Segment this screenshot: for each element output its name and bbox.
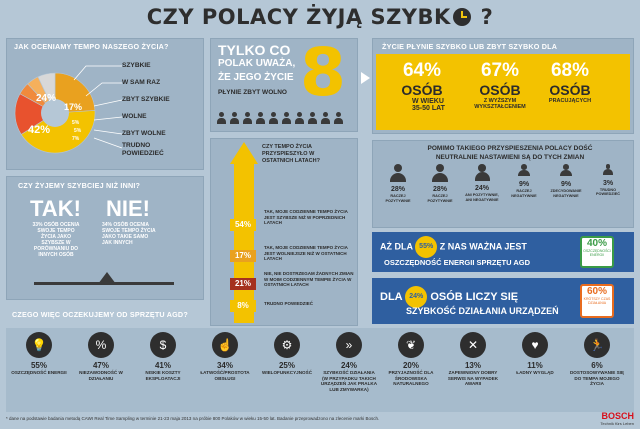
- zmiany-pct: 3%: [602, 179, 614, 187]
- przyspieszylo-text: TRUDNO POWIEDZIEĆ: [264, 301, 313, 306]
- heart-icon: ♥: [522, 332, 548, 358]
- agd-item: [380, 332, 442, 387]
- tylko-line4: PŁYNIE ZBYT WOLNO: [218, 89, 287, 96]
- przyspieszylo-pct: 21%: [230, 278, 256, 290]
- agd-label: PRZYJAZNOŚĆ DLA ŚRODOWISKA NATURALNEGO: [388, 370, 434, 386]
- przyspieszylo-text: TAK, MOJE CODZIENNE TEMPO ŻYCIA JEST WOLNIEJSZE NIŻ W OSTATNICH LATACH: [264, 245, 348, 261]
- przyspieszylo-row: [230, 269, 356, 299]
- pie-label-17: 17%: [64, 102, 83, 112]
- dla24-pct: 24%: [405, 286, 427, 308]
- tylko-line1: TYLKO CO: [218, 42, 291, 58]
- coins-icon: $: [150, 332, 176, 358]
- tak-label: TAK!: [30, 196, 81, 221]
- person-icon: [603, 164, 613, 178]
- zmiany-pct: 24%: [474, 185, 489, 192]
- agd-label: ŁATWOŚĆ/PROSTOTA OBSŁUGI: [200, 370, 250, 381]
- tempo-header: JAK OCENIAMY TEMPO NASZEGO ŻYCIA?: [14, 42, 169, 51]
- agd-header: CZEGO WIĘC OCZEKUJEMY OD SPRZĘTU AGD?: [12, 310, 188, 319]
- zmiany-label: RACZEJ POZYTYWNIE: [385, 194, 411, 203]
- przyspieszylo-text: TAK, MOJE CODZIENNE TEMPO ŻYCIA JEST SZYBSZE NIŻ W POPRZEDNICH LATACH: [264, 209, 348, 225]
- dla55-c: OSZCZĘDNOŚĆ ENERGII SPRZĘTU AGD: [384, 258, 530, 267]
- legend-wolne: WOLNE: [122, 113, 147, 120]
- zmiany-item: [462, 164, 502, 202]
- przyspieszylo-row: [230, 299, 356, 313]
- hand-icon: ☝: [212, 332, 238, 358]
- person-icon: [560, 164, 571, 179]
- bosch-logo: [580, 411, 634, 427]
- agd-pct: 34%: [216, 361, 233, 370]
- scale-fulcrum-icon: [98, 272, 116, 284]
- agd-pct: 47%: [92, 361, 109, 370]
- zmiany-pct: 28%: [432, 186, 447, 193]
- zmiany-label: RACZEJ POZYTYWNIE: [427, 194, 453, 203]
- tools-icon: ✕: [460, 332, 486, 358]
- agd-label: OSZCZĘDNOŚĆ ENERGII: [11, 370, 67, 375]
- zycie-stat-2-sub: Z WYŻSZYM WYKSZTAŁCENIEM: [474, 98, 526, 110]
- arrow-right-icon: [361, 72, 370, 84]
- zycie-stat-1: [392, 60, 452, 112]
- person-icon: [518, 164, 529, 179]
- zmiany-label: ZDECYDOWANIE NEGATYWNIE: [550, 189, 582, 198]
- agd-label: NIEZAWODNOŚĆ W DZIAŁANIU: [79, 370, 123, 381]
- energy-badge: [580, 236, 614, 268]
- person-icon: [307, 112, 317, 124]
- bulb-icon: 💡: [26, 332, 52, 358]
- przyspieszylo-pct: 17%: [230, 250, 256, 262]
- dla55-line: [380, 236, 527, 258]
- pie-label-7: 7%: [72, 136, 80, 142]
- zmiany-label: TRUDNO POWIEDZIEĆ: [595, 187, 621, 197]
- pie-label-5b: 5%: [74, 128, 82, 134]
- przyspieszylo-question: CZY TEMPO ŻYCIA PRZYSPIESZYŁO W OSTATNICH LATACH?: [262, 144, 320, 164]
- agd-item: [504, 332, 566, 376]
- clock-icon: [453, 8, 471, 26]
- zmiany-header: POMIMO TAKIEGO PRZYSPIESZENIA POLACY DOŚĆ NEUTRALNIE NASTAWIENI SĄ DO TYCH ZMIAN: [427, 145, 593, 161]
- person-icon: [281, 112, 291, 124]
- tak-text: 33% OSÓB OCENIA SWOJE TEMPO ŻYCIA JAKO SZYBSZE W PORÓWNANIU DO INNYCH OSÓB: [32, 222, 80, 258]
- person-icon: [216, 112, 226, 124]
- agd-pct: 20%: [402, 361, 419, 370]
- nie-label: NIE!: [106, 196, 150, 221]
- szybciej-header: CZY ŻYJEMY SZYBCIEJ NIŻ INNI?: [18, 181, 141, 190]
- leaf-icon: ❦: [398, 332, 424, 358]
- agd-pct: 41%: [154, 361, 171, 370]
- agd-pct: 6%: [591, 361, 603, 370]
- dla55-b: Z NAS WAŻNA JEST: [439, 241, 527, 252]
- pie-label-5a: 5%: [72, 120, 80, 126]
- zmiany-item: [378, 164, 418, 203]
- percent-icon: %: [88, 332, 114, 358]
- agd-pct: 55%: [30, 361, 47, 370]
- przyspieszylo-pct: 54%: [230, 219, 256, 231]
- dla24-a: DLA: [380, 290, 403, 303]
- person-icon: [390, 164, 406, 184]
- tylko-line2: POLAK UWAŻA,: [218, 58, 296, 69]
- dla24-b: OSÓB LICZY SIĘ: [430, 290, 519, 303]
- dla24-c: SZYBKOŚĆ DZIAŁANIA URZĄDZEŃ: [406, 306, 559, 316]
- person-icon: [255, 112, 265, 124]
- agd-item: [132, 332, 194, 381]
- zmiany-pct: 9%: [518, 181, 530, 189]
- footer-note: * dane na podstawie badania metodą CAWI Real Time Sampling w terminie 21-23 maja 2013 na próbie 800 Polaków w wieku 15-50 lat. Badanie przeprowadzono na zlecenie marki Bosch.: [6, 416, 380, 421]
- agd-label: ŁADNY WYGLĄD: [516, 370, 554, 375]
- page-title: CZY POLACY ŻYJĄ SZYBK ?: [146, 5, 494, 29]
- energy-badge-sub: OSZCZĘDNOŚCI ENERGII: [583, 249, 611, 257]
- agd-item: [194, 332, 256, 381]
- agd-item: [256, 332, 318, 376]
- agd-item: [442, 332, 504, 387]
- zycie-stat-2: [470, 60, 530, 110]
- zycie-stat-1-pct: 64%: [402, 60, 442, 81]
- agd-label: SZYBKOŚĆ DZIAŁANIA (W PRZYPADKU TAKICH URZĄDZEŃ JAK PRALKA LUB ZMYWARKA): [320, 370, 378, 392]
- energy-badge-pct: 40%: [586, 238, 607, 249]
- agd-pct: 25%: [278, 361, 295, 370]
- pie-label-24: 24%: [36, 93, 57, 104]
- zmiany-item: [546, 164, 586, 198]
- speed-badge-sub: KRÓTSZY CZAS DZIAŁANIA: [583, 297, 611, 305]
- legend-zbyt-wolne: ZBYT WOLNE: [122, 130, 166, 137]
- person-icon: [268, 112, 278, 124]
- gear-icon: ⚙: [274, 332, 300, 358]
- runner-icon: 🏃: [584, 332, 610, 358]
- legend-connector-lines: [72, 60, 124, 155]
- zycie-stat-2-pct: 67%: [480, 60, 520, 81]
- zycie-stat-3-pct: 68%: [550, 60, 590, 81]
- agd-pct: 13%: [464, 361, 481, 370]
- zmiany-label: ANI POZYTYWNIE, ANI NEGATYWNIE: [465, 193, 499, 202]
- agd-item: [8, 332, 70, 376]
- agd-item: [566, 332, 628, 387]
- agd-item: [70, 332, 132, 381]
- agd-item: [318, 332, 380, 392]
- person-icon: [294, 112, 304, 124]
- brand-name: BOSCH: [601, 411, 634, 421]
- tylko-big-number: 8: [300, 34, 346, 111]
- tylko-line3: ŻE JEGO ŻYCIE: [218, 72, 294, 83]
- zmiany-label: RACZEJ NEGATYWNIE: [511, 189, 537, 198]
- agd-label: NISKIE KOSZTY EKSPLOATACJI: [145, 370, 181, 381]
- legend-zbyt-szybkie: ZBYT SZYBKIE: [122, 96, 170, 103]
- person-icon: [333, 112, 343, 124]
- legend-trudno: TRUDNO POWIEDZIEĆ: [122, 142, 164, 157]
- zycie-stat-1-sub: W WIEKU 35-50 LAT: [412, 98, 445, 112]
- agd-items-row: [8, 332, 634, 410]
- przyspieszylo-text: NIE, NIE DOSTRZEGAM ŻADNYCH ZMIAN W MOIM CODZIENNYM TEMPIE ŻYCIA W OSTATNICH LATACH: [264, 271, 354, 287]
- dla55-a: AŻ DLA: [380, 241, 413, 252]
- legend-szybkie: SZYBKIE: [122, 62, 151, 69]
- agd-pct: 11%: [527, 361, 543, 370]
- agd-pct: 24%: [340, 361, 357, 370]
- zmiany-pct: 9%: [560, 181, 572, 189]
- zycie-stat-3-word: OSÓB: [549, 82, 591, 98]
- page-title-bar: [0, 0, 640, 34]
- zycie-stat-2-word: OSÓB: [479, 82, 521, 98]
- dla24-line: [380, 286, 518, 308]
- zycie-stat-3-sub: PRACUJĄCYCH: [548, 98, 592, 104]
- person-icon: [320, 112, 330, 124]
- person-icon: [229, 112, 239, 124]
- zmiany-item: [420, 164, 460, 203]
- agd-label: DOSTOSOWYWANIE SIĘ DO TEMPA MOJEGO ŻYCIA: [569, 370, 625, 386]
- up-arrow-icon: [230, 142, 258, 164]
- person-icon: [242, 112, 252, 124]
- pie-label-42: 42%: [28, 124, 51, 136]
- brand-sub: Technik fürs Leben: [600, 421, 634, 426]
- agd-label: WIELOFUNKCYJNOŚĆ: [261, 370, 313, 375]
- legend-w-sam-raz: W SAM RAZ: [122, 79, 161, 86]
- zycie-stat-3: [540, 60, 600, 104]
- zmiany-pct: 28%: [390, 186, 405, 193]
- przyspieszylo-pct: 8%: [230, 300, 256, 312]
- zycie-stat-1-word: OSÓB: [401, 82, 443, 98]
- agd-label: ZAPEWNIONY DOBRY SERWIS NA WYPADEK AWARII: [447, 370, 499, 386]
- przyspieszylo-row: [230, 207, 356, 243]
- speed-badge: [580, 284, 614, 318]
- nie-text: 34% OSÓB OCENIA SWOJE TEMPO ŻYCIA JAKO TAKIE SAMO JAK INNYCH: [102, 222, 156, 246]
- dla55-pct: 55%: [415, 236, 437, 258]
- person-icon: [475, 164, 490, 183]
- fast-forward-icon: »: [336, 332, 362, 358]
- speed-badge-pct: 60%: [586, 286, 607, 297]
- person-icon: [432, 164, 448, 184]
- tylko-people-row: [216, 112, 356, 126]
- przyspieszylo-row: [230, 243, 356, 269]
- zmiany-item: [504, 164, 544, 198]
- zycie-header: ŻYCIE PŁYNIE SZYBKO LUB ZBYT SZYBKO DLA: [382, 42, 558, 51]
- zmiany-items-row: [378, 164, 630, 224]
- zmiany-item: [588, 164, 628, 197]
